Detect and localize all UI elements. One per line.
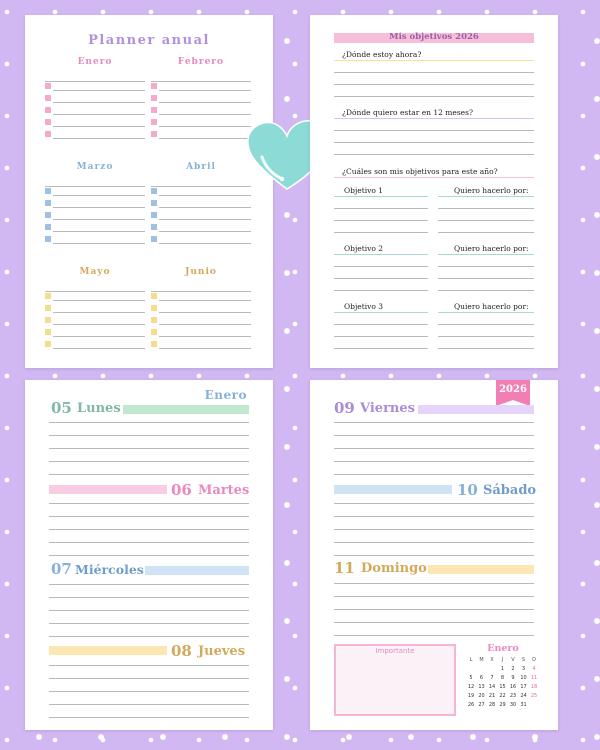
checkbox-icon[interactable] bbox=[45, 317, 51, 323]
planner-row-line bbox=[53, 207, 145, 208]
day-07-bar bbox=[145, 566, 249, 575]
planner-top-line bbox=[45, 81, 145, 82]
planner-row-line bbox=[159, 114, 251, 115]
day-08-bar bbox=[49, 646, 167, 655]
day-11-name: Domingo bbox=[361, 561, 427, 576]
day-05-num: 05 bbox=[51, 399, 72, 417]
planner-row-line bbox=[53, 336, 145, 337]
planner-row-line bbox=[159, 138, 251, 139]
planner-row-line bbox=[53, 138, 145, 139]
planner-row-line bbox=[159, 90, 251, 91]
ruled-line bbox=[334, 324, 428, 325]
ruled-line bbox=[334, 583, 534, 584]
planner-row-line bbox=[159, 102, 251, 103]
ruled-line bbox=[334, 130, 534, 131]
mini-calendar-month: Enero bbox=[487, 643, 519, 654]
calendar-day[interactable]: 16 bbox=[509, 684, 517, 690]
ruled-line bbox=[438, 220, 534, 221]
checkbox-icon[interactable] bbox=[151, 119, 157, 125]
calendar-day[interactable]: 25 bbox=[530, 693, 538, 699]
ruled-line bbox=[49, 542, 249, 543]
ruled-line bbox=[334, 622, 534, 623]
calendar-day[interactable]: 13 bbox=[478, 684, 485, 690]
day-09-num: 09 bbox=[334, 399, 355, 417]
calendar-day[interactable]: 3 bbox=[521, 666, 526, 672]
planner-top-line bbox=[45, 291, 145, 292]
ruled-line bbox=[49, 623, 249, 624]
planner-row-line bbox=[53, 126, 145, 127]
calendar-day[interactable]: 5 bbox=[469, 675, 473, 681]
day-10-bar bbox=[334, 485, 452, 494]
ruled-line bbox=[49, 678, 249, 679]
planner-row-line bbox=[159, 348, 251, 349]
month-label-mayo: Mayo bbox=[79, 267, 111, 277]
ruled-line bbox=[334, 208, 428, 209]
goal-3-label: Objetivo 3 bbox=[344, 302, 384, 311]
planner-row-line bbox=[53, 348, 145, 349]
ruled-line bbox=[334, 635, 534, 636]
checkbox-icon[interactable] bbox=[45, 329, 51, 335]
calendar-day[interactable]: 30 bbox=[509, 702, 517, 708]
ruled-line bbox=[49, 448, 249, 449]
ruled-line bbox=[49, 422, 249, 423]
calendar-day[interactable]: 20 bbox=[478, 693, 485, 699]
ruled-line bbox=[49, 597, 249, 598]
checkbox-icon[interactable] bbox=[151, 83, 157, 89]
planner-row-line bbox=[159, 219, 251, 220]
ruled-line bbox=[438, 208, 534, 209]
checkbox-icon[interactable] bbox=[151, 224, 157, 230]
day-09-name: Viernes bbox=[360, 401, 415, 416]
ruled-line bbox=[49, 584, 249, 585]
mini-calendar bbox=[466, 657, 540, 713]
day-06-num: 06 bbox=[171, 481, 192, 499]
checkbox-icon[interactable] bbox=[151, 305, 157, 311]
ruled-line bbox=[334, 461, 534, 462]
year-label: 2026 bbox=[499, 384, 527, 395]
planner-row-line bbox=[159, 231, 251, 232]
objective-accent-line bbox=[334, 118, 534, 119]
calendar-day[interactable]: 4 bbox=[532, 666, 536, 672]
ruled-line bbox=[49, 516, 249, 517]
objective-accent-line bbox=[334, 60, 534, 61]
ruled-line bbox=[334, 435, 534, 436]
week-page-2 bbox=[310, 380, 558, 730]
month-label-marzo: Marzo bbox=[76, 162, 114, 172]
planner-row-line bbox=[53, 219, 145, 220]
planner-row-line bbox=[159, 207, 251, 208]
goal-accent-line bbox=[438, 312, 534, 313]
planner-page bbox=[25, 15, 273, 368]
calendar-day[interactable]: 31 bbox=[520, 702, 527, 708]
checkbox-icon[interactable] bbox=[45, 200, 51, 206]
checkbox-icon[interactable] bbox=[151, 107, 157, 113]
ruled-line bbox=[49, 503, 249, 504]
ruled-line bbox=[334, 72, 534, 73]
checkbox-icon[interactable] bbox=[151, 341, 157, 347]
ruled-line bbox=[438, 290, 534, 291]
ruled-line bbox=[334, 422, 534, 423]
goal-accent-line bbox=[334, 312, 428, 313]
ruled-line bbox=[334, 154, 534, 155]
calendar-day[interactable]: 23 bbox=[509, 693, 517, 699]
planner-top-line bbox=[151, 81, 251, 82]
day-08-name: Jueves bbox=[198, 644, 246, 659]
checkbox-icon[interactable] bbox=[45, 131, 51, 137]
ruled-line bbox=[49, 717, 249, 718]
planner-row-line bbox=[159, 324, 251, 325]
checkbox-icon[interactable] bbox=[45, 293, 51, 299]
month-label-febrero: Febrero bbox=[177, 57, 225, 67]
ruled-line bbox=[49, 461, 249, 462]
goal-accent-line bbox=[438, 196, 534, 197]
ruled-line bbox=[438, 266, 534, 267]
day-05-bar bbox=[123, 405, 249, 414]
ruled-line bbox=[49, 636, 249, 637]
planner-row-line bbox=[159, 126, 251, 127]
ruled-line bbox=[438, 324, 534, 325]
day-09-bar bbox=[418, 405, 534, 414]
ruled-line bbox=[334, 96, 534, 97]
day-07-name: Miércoles bbox=[75, 562, 144, 577]
calendar-day[interactable]: 9 bbox=[511, 675, 515, 681]
planner-row-line bbox=[53, 243, 145, 244]
calendar-day[interactable]: 18 bbox=[530, 684, 538, 690]
month-label-enero: Enero bbox=[77, 57, 113, 67]
objectives-page bbox=[310, 15, 558, 368]
calendar-day[interactable]: 19 bbox=[467, 693, 475, 699]
planner-row-line bbox=[159, 243, 251, 244]
important-label: Importante bbox=[375, 647, 415, 655]
planner-row-line bbox=[159, 195, 251, 196]
ruled-line bbox=[49, 665, 249, 666]
day-06-bar bbox=[49, 485, 167, 494]
goal-2-by: Quiero hacerlo por: bbox=[454, 244, 529, 253]
planner-row-line bbox=[159, 312, 251, 313]
goal-2-label: Objetivo 2 bbox=[344, 244, 384, 253]
goal-accent-line bbox=[334, 196, 428, 197]
month-label-junio: Junio bbox=[185, 267, 217, 277]
ruled-line bbox=[334, 84, 534, 85]
ruled-line bbox=[438, 336, 534, 337]
ruled-line bbox=[334, 596, 534, 597]
calendar-day[interactable]: 6 bbox=[479, 675, 484, 681]
objective-accent-line bbox=[334, 177, 534, 178]
checkbox-icon[interactable] bbox=[45, 107, 51, 113]
checkbox-icon[interactable] bbox=[45, 83, 51, 89]
ruled-line bbox=[49, 435, 249, 436]
weekday-label: V bbox=[511, 657, 515, 663]
checkbox-icon[interactable] bbox=[151, 95, 157, 101]
day-06-name: Martes bbox=[198, 483, 250, 498]
weekday-label: L bbox=[469, 657, 473, 663]
calendar-day[interactable]: 1 bbox=[500, 666, 505, 672]
goal-accent-line bbox=[334, 254, 428, 255]
calendar-day[interactable]: 21 bbox=[488, 693, 496, 699]
ruled-line bbox=[334, 448, 534, 449]
checkbox-icon[interactable] bbox=[45, 188, 51, 194]
checkbox-icon[interactable] bbox=[45, 224, 51, 230]
planner-row-line bbox=[53, 324, 145, 325]
calendar-day[interactable]: 29 bbox=[499, 702, 506, 708]
planner-row-line bbox=[53, 312, 145, 313]
day-10-num: 10 bbox=[457, 481, 478, 499]
planner-top-line bbox=[151, 186, 251, 187]
ruled-line bbox=[49, 691, 249, 692]
weekday-label: J bbox=[501, 657, 504, 663]
week1-month: Enero bbox=[204, 388, 247, 402]
planner-top-line bbox=[151, 291, 251, 292]
checkbox-icon[interactable] bbox=[45, 119, 51, 125]
goal-1-label: Objetivo 1 bbox=[344, 186, 384, 195]
checkbox-icon[interactable] bbox=[151, 329, 157, 335]
question-now: ¿Dónde estoy ahora? bbox=[342, 50, 422, 59]
ruled-line bbox=[334, 474, 534, 475]
calendar-day[interactable]: 2 bbox=[511, 666, 515, 672]
ruled-line bbox=[438, 232, 534, 233]
day-11-num: 11 bbox=[334, 559, 355, 577]
ruled-line bbox=[334, 529, 534, 530]
ruled-line bbox=[334, 542, 534, 543]
calendar-day[interactable]: 17 bbox=[520, 684, 527, 690]
checkbox-icon[interactable] bbox=[151, 188, 157, 194]
calendar-day[interactable]: 22 bbox=[499, 693, 506, 699]
ruled-line bbox=[334, 503, 534, 504]
calendar-day[interactable]: 27 bbox=[478, 702, 485, 708]
calendar-day[interactable]: 7 bbox=[490, 675, 494, 681]
day-10-name: Sábado bbox=[483, 483, 537, 498]
checkbox-icon[interactable] bbox=[45, 212, 51, 218]
ruled-line bbox=[334, 278, 428, 279]
planner-title: Planner anual bbox=[88, 33, 210, 48]
calendar-day[interactable]: 8 bbox=[500, 675, 505, 681]
day-05-name: Lunes bbox=[77, 401, 121, 416]
ruled-line bbox=[334, 609, 534, 610]
checkbox-icon[interactable] bbox=[151, 236, 157, 242]
ruled-line bbox=[438, 348, 534, 349]
ruled-line bbox=[49, 474, 249, 475]
ruled-line bbox=[334, 348, 428, 349]
ruled-line bbox=[334, 142, 534, 143]
calendar-day[interactable]: 28 bbox=[488, 702, 496, 708]
calendar-day[interactable]: 26 bbox=[467, 702, 475, 708]
weekday-label: D bbox=[532, 657, 536, 663]
day-07-num: 07 bbox=[51, 560, 72, 578]
planner-row-line bbox=[53, 102, 145, 103]
checkbox-icon[interactable] bbox=[151, 131, 157, 137]
question-goals: ¿Cuáles son mis objetivos para este año? bbox=[342, 167, 498, 176]
checkbox-icon[interactable] bbox=[45, 236, 51, 242]
planner-top-line bbox=[45, 186, 145, 187]
ruled-line bbox=[49, 610, 249, 611]
objectives-title: Mis objetivos 2026 bbox=[389, 32, 479, 42]
planner-row-line bbox=[159, 336, 251, 337]
calendar-day[interactable]: 11 bbox=[530, 675, 538, 681]
day-08-num: 08 bbox=[171, 642, 192, 660]
planner-row-line bbox=[159, 300, 251, 301]
ruled-line bbox=[49, 555, 249, 556]
ruled-line bbox=[49, 704, 249, 705]
ruled-line bbox=[334, 266, 428, 267]
calendar-day[interactable]: 12 bbox=[467, 684, 475, 690]
ruled-line bbox=[334, 220, 428, 221]
checkbox-icon[interactable] bbox=[45, 95, 51, 101]
weekday-label: X bbox=[490, 657, 494, 663]
checkbox-icon[interactable] bbox=[45, 341, 51, 347]
month-label-abril: Abril bbox=[186, 162, 216, 172]
checkbox-icon[interactable] bbox=[45, 305, 51, 311]
planner-row-line bbox=[53, 195, 145, 196]
calendar-day[interactable]: 15 bbox=[499, 684, 506, 690]
planner-row-line bbox=[53, 90, 145, 91]
goal-accent-line bbox=[438, 254, 534, 255]
planner-row-line bbox=[53, 300, 145, 301]
ruled-line bbox=[334, 290, 428, 291]
ruled-line bbox=[334, 232, 428, 233]
question-12-months: ¿Dónde quiero estar en 12 meses? bbox=[342, 108, 473, 117]
calendar-day[interactable]: 10 bbox=[520, 675, 527, 681]
checkbox-icon[interactable] bbox=[151, 212, 157, 218]
checkbox-icon[interactable] bbox=[151, 317, 157, 323]
weekday-label: S bbox=[521, 657, 526, 663]
ruled-line bbox=[438, 278, 534, 279]
goal-3-by: Quiero hacerlo por: bbox=[454, 302, 529, 311]
calendar-day[interactable]: 14 bbox=[488, 684, 496, 690]
calendar-day[interactable]: 24 bbox=[520, 693, 527, 699]
weekday-label: M bbox=[479, 657, 484, 663]
planner-row-line bbox=[53, 231, 145, 232]
ruled-line bbox=[334, 336, 428, 337]
planner-row-line bbox=[53, 114, 145, 115]
goal-1-by: Quiero hacerlo por: bbox=[454, 186, 529, 195]
ruled-line bbox=[49, 529, 249, 530]
week-page-1 bbox=[25, 380, 273, 730]
day-11-bar bbox=[428, 565, 534, 574]
ruled-line bbox=[334, 516, 534, 517]
checkbox-icon[interactable] bbox=[151, 293, 157, 299]
ruled-line bbox=[334, 555, 534, 556]
checkbox-icon[interactable] bbox=[151, 200, 157, 206]
